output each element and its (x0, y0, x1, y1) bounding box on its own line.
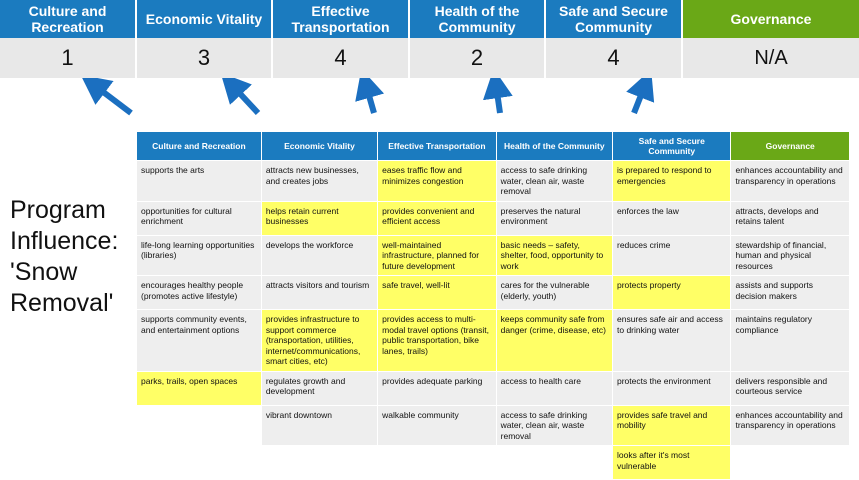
matrix-cell-2-1: develops the workforce (261, 235, 377, 276)
priority-header-1: Economic Vitality (137, 0, 273, 38)
matrix-cell-1-3: preserves the natural environment (496, 201, 612, 235)
arrow-economic-vitality (232, 85, 258, 113)
priority-score-band (0, 38, 859, 78)
matrix-cell-5-4: protects the environment (613, 371, 731, 405)
matrix-cell-2-2: well-maintained infrastructure, planned for future development (378, 235, 496, 276)
matrix-cell-6-3: access to safe drinking water, clean air, waste removal (496, 405, 612, 446)
matrix-cell-5-2: provides adequate parking (378, 371, 496, 405)
matrix-cell-7-5 (731, 446, 850, 480)
matrix-cell-4-5: maintains regulatory compliance (731, 310, 850, 372)
program-influence-caption: Program Influence: 'Snow Removal' (10, 196, 119, 317)
matrix-column-header-4: Safe and Secure Community (613, 132, 731, 161)
matrix-body (137, 161, 850, 480)
matrix-cell-4-3: keeps community safe from danger (crime, disease, etc) (496, 310, 612, 372)
arrow-effective-transportation (366, 85, 374, 113)
matrix-cell-6-4: provides safe travel and mobility (613, 405, 731, 446)
matrix-cell-7-2 (378, 446, 496, 480)
priority-header-4: Safe and Secure Community (546, 0, 683, 38)
matrix-row (137, 446, 850, 480)
matrix-header-row (137, 132, 850, 161)
matrix-cell-3-0: encourages healthy people (promotes active lifestyle) (137, 276, 262, 310)
matrix-cell-7-4: looks after it's most vulnerable (613, 446, 731, 480)
matrix-cell-7-1 (261, 446, 377, 480)
matrix-cell-4-0: supports community events, and entertainment options (137, 310, 262, 372)
matrix-cell-3-2: safe travel, well-lit (378, 276, 496, 310)
matrix-cell-6-1: vibrant downtown (261, 405, 377, 446)
priority-score-2: 4 (273, 38, 410, 78)
matrix-cell-6-5: enhances accountability and transparency in operations (731, 405, 850, 446)
priority-score-5: N/A (754, 46, 788, 69)
matrix-cell-4-1: provides infrastructure to support commerce (transportation, utilities, internet/communications, smart cities, etc) (261, 310, 377, 372)
strategic-priorities-header-band (0, 0, 859, 38)
matrix-row (137, 201, 850, 235)
matrix-column-header-0: Culture and Recreation (137, 132, 262, 161)
matrix-cell-5-0: parks, trails, open spaces (137, 371, 262, 405)
matrix-cell-5-1: regulates growth and development (261, 371, 377, 405)
priority-score-1: 3 (137, 38, 273, 78)
matrix-cell-1-2: provides convenient and efficient access (378, 201, 496, 235)
priority-header-0: Culture and Recreation (0, 0, 137, 38)
matrix-cell-1-0: opportunities for cultural enrichment (137, 201, 262, 235)
matrix-cell-6-0 (137, 405, 262, 446)
matrix-cell-0-4: is prepared to respond to emergencies (613, 161, 731, 202)
matrix-cell-2-5: stewardship of financial, human and physical resources (731, 235, 850, 276)
matrix-cell-3-5: assists and supports decision makers (731, 276, 850, 310)
matrix-cell-3-1: attracts visitors and tourism (261, 276, 377, 310)
matrix-row (137, 371, 850, 405)
priority-header-5: Governance (683, 0, 859, 38)
matrix-cell-7-3 (496, 446, 612, 480)
matrix-row (137, 405, 850, 446)
matrix-column-header-1: Economic Vitality (261, 132, 377, 161)
matrix-cell-2-4: reduces crime (613, 235, 731, 276)
matrix-cell-7-0 (137, 446, 262, 480)
matrix-row (137, 235, 850, 276)
priority-score-4: 4 (546, 38, 683, 78)
arrow-safe-secure-community (634, 85, 645, 113)
matrix-cell-0-2: eases traffic flow and minimizes congestion (378, 161, 496, 202)
arrows-layer (0, 78, 859, 133)
priority-header-2: Effective Transportation (273, 0, 410, 38)
matrix-cell-2-0: life-long learning opportunities (libraries) (137, 235, 262, 276)
matrix-cell-3-4: protects property (613, 276, 731, 310)
matrix-cell-4-4: ensures safe air and access to drinking water (613, 310, 731, 372)
matrix-cell-0-3: access to safe drinking water, clean air, waste removal (496, 161, 612, 202)
matrix-cell-3-3: cares for the vulnerable (elderly, youth) (496, 276, 612, 310)
matrix-cell-0-5: enhances accountability and transparency in operations (731, 161, 850, 202)
matrix-cell-0-1: attracts new businesses, and creates jobs (261, 161, 377, 202)
matrix-column-header-2: Effective Transportation (378, 132, 496, 161)
matrix-cell-1-1: helps retain current businesses (261, 201, 377, 235)
arrow-health-community (496, 85, 500, 113)
priority-score-0: 1 (0, 38, 137, 78)
arrow-group (0, 78, 859, 133)
program-influence-matrix (136, 131, 850, 480)
matrix-cell-2-3: basic needs – safety, shelter, food, opportunity to work (496, 235, 612, 276)
matrix-cell-1-5: attracts, develops and retains talent (731, 201, 850, 235)
priority-header-3: Health of the Community (410, 0, 546, 38)
matrix-column-header-3: Health of the Community (496, 132, 612, 161)
priority-score-3: 2 (410, 38, 546, 78)
matrix-cell-4-2: provides access to multi-modal travel options (transit, public transportation, bike lanes, trails) (378, 310, 496, 372)
matrix-row (137, 276, 850, 310)
matrix-row (137, 310, 850, 372)
matrix-cell-1-4: enforces the law (613, 201, 731, 235)
matrix-cell-5-5: delivers responsible and courteous service (731, 371, 850, 405)
matrix-column-header-5: Governance (731, 132, 850, 161)
matrix-cell-5-3: access to health care (496, 371, 612, 405)
matrix-cell-0-0: supports the arts (137, 161, 262, 202)
matrix-cell-6-2: walkable community (378, 405, 496, 446)
matrix-row (137, 161, 850, 202)
arrow-culture-recreation (94, 85, 131, 113)
